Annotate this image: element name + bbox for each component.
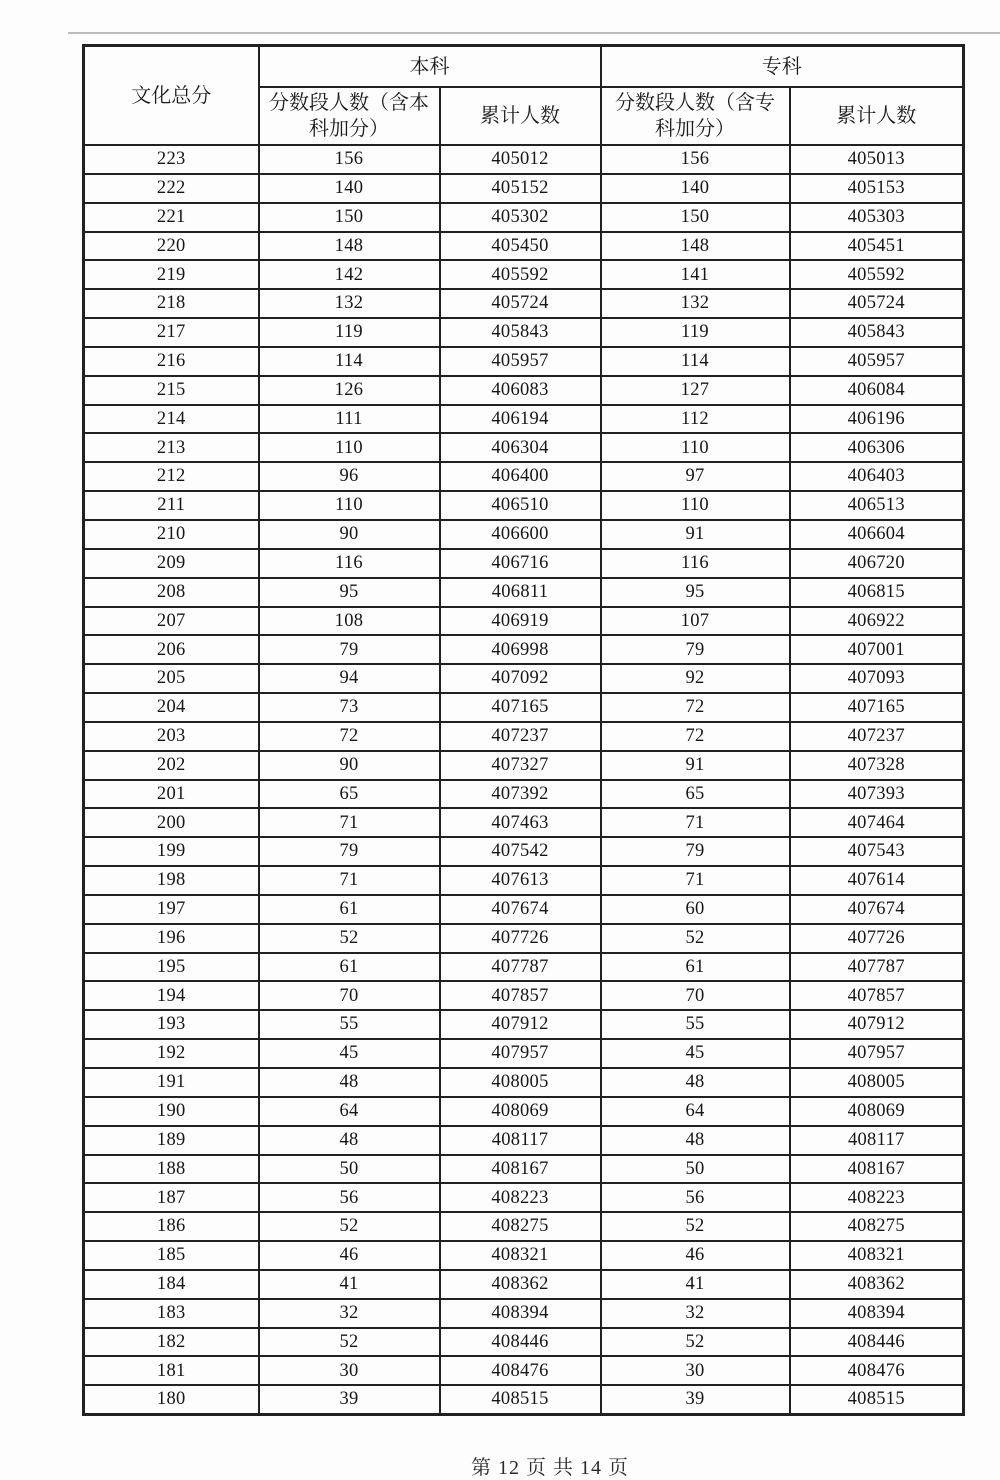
table-row bbox=[84, 664, 964, 693]
table-cell: 407327 bbox=[440, 751, 601, 780]
table-row bbox=[84, 376, 964, 405]
table-cell: 110 bbox=[259, 491, 440, 520]
table-cell: 406513 bbox=[790, 491, 964, 520]
header-zhuanke-segment: 分数段人数（含专科加分） bbox=[601, 87, 790, 145]
table-cell: 39 bbox=[259, 1385, 440, 1414]
table-row bbox=[84, 1010, 964, 1039]
table-cell: 408446 bbox=[440, 1328, 601, 1357]
table-cell: 72 bbox=[601, 693, 790, 722]
table-cell: 405302 bbox=[440, 203, 601, 232]
table-cell: 407463 bbox=[440, 808, 601, 837]
table-cell: 407857 bbox=[440, 981, 601, 1010]
table-cell: 126 bbox=[259, 376, 440, 405]
table-cell: 405843 bbox=[440, 318, 601, 347]
table-cell: 52 bbox=[259, 924, 440, 953]
table-cell: 214 bbox=[84, 405, 259, 434]
table-cell: 408117 bbox=[790, 1126, 964, 1155]
table-cell: 218 bbox=[84, 289, 259, 318]
table-row bbox=[84, 1097, 964, 1126]
table-cell: 407912 bbox=[440, 1010, 601, 1039]
table-row bbox=[84, 1299, 964, 1328]
table-cell: 39 bbox=[601, 1385, 790, 1414]
table-cell: 407957 bbox=[790, 1039, 964, 1068]
table-cell: 406811 bbox=[440, 578, 601, 607]
table-cell: 61 bbox=[259, 953, 440, 982]
table-cell: 41 bbox=[601, 1270, 790, 1299]
table-cell: 95 bbox=[601, 578, 790, 607]
table-row bbox=[84, 866, 964, 895]
table-cell: 187 bbox=[84, 1183, 259, 1212]
table-cell: 198 bbox=[84, 866, 259, 895]
table-cell: 65 bbox=[601, 780, 790, 809]
table-cell: 30 bbox=[601, 1356, 790, 1385]
table-cell: 183 bbox=[84, 1299, 259, 1328]
table-cell: 91 bbox=[601, 520, 790, 549]
table-cell: 216 bbox=[84, 347, 259, 376]
table-cell: 114 bbox=[259, 347, 440, 376]
table-cell: 406304 bbox=[440, 433, 601, 462]
table-cell: 205 bbox=[84, 664, 259, 693]
table-cell: 407957 bbox=[440, 1039, 601, 1068]
table-cell: 60 bbox=[601, 895, 790, 924]
table-cell: 56 bbox=[601, 1183, 790, 1212]
table-cell: 405957 bbox=[790, 347, 964, 376]
table-row bbox=[84, 1039, 964, 1068]
table-cell: 405450 bbox=[440, 232, 601, 261]
table-cell: 201 bbox=[84, 780, 259, 809]
score-distribution-table bbox=[82, 44, 965, 1416]
table-cell: 61 bbox=[259, 895, 440, 924]
table-row bbox=[84, 924, 964, 953]
table-cell: 107 bbox=[601, 607, 790, 636]
table-cell: 408362 bbox=[790, 1270, 964, 1299]
table-row bbox=[84, 203, 964, 232]
table-cell: 203 bbox=[84, 722, 259, 751]
table-row bbox=[84, 405, 964, 434]
table-cell: 52 bbox=[259, 1328, 440, 1357]
table-cell: 407328 bbox=[790, 751, 964, 780]
table-header bbox=[84, 46, 964, 146]
table-cell: 70 bbox=[601, 981, 790, 1010]
score-distribution-table-container bbox=[82, 44, 964, 1416]
table-cell: 405012 bbox=[440, 145, 601, 174]
table-cell: 79 bbox=[259, 837, 440, 866]
table-row bbox=[84, 318, 964, 347]
table-cell: 206 bbox=[84, 635, 259, 664]
table-row bbox=[84, 347, 964, 376]
table-cell: 95 bbox=[259, 578, 440, 607]
table-cell: 45 bbox=[601, 1039, 790, 1068]
table-cell: 96 bbox=[259, 462, 440, 491]
table-row bbox=[84, 1241, 964, 1270]
table-cell: 406600 bbox=[440, 520, 601, 549]
table-cell: 215 bbox=[84, 376, 259, 405]
table-row bbox=[84, 808, 964, 837]
table-cell: 407726 bbox=[440, 924, 601, 953]
table-cell: 71 bbox=[259, 808, 440, 837]
table-cell: 71 bbox=[601, 808, 790, 837]
table-row bbox=[84, 837, 964, 866]
table-cell: 406400 bbox=[440, 462, 601, 491]
table-cell: 140 bbox=[259, 174, 440, 203]
table-cell: 408394 bbox=[440, 1299, 601, 1328]
table-row bbox=[84, 289, 964, 318]
table-cell: 119 bbox=[259, 318, 440, 347]
table-cell: 407093 bbox=[790, 664, 964, 693]
table-row bbox=[84, 462, 964, 491]
table-cell: 79 bbox=[259, 635, 440, 664]
table-cell: 185 bbox=[84, 1241, 259, 1270]
table-cell: 197 bbox=[84, 895, 259, 924]
table-cell: 221 bbox=[84, 203, 259, 232]
score-table-body bbox=[84, 145, 964, 1415]
table-cell: 30 bbox=[259, 1356, 440, 1385]
table-cell: 406194 bbox=[440, 405, 601, 434]
table-cell: 408515 bbox=[790, 1385, 964, 1414]
table-cell: 405451 bbox=[790, 232, 964, 261]
table-cell: 150 bbox=[259, 203, 440, 232]
table-cell: 182 bbox=[84, 1328, 259, 1357]
header-zhuanke-group: 专科 bbox=[601, 46, 964, 88]
table-cell: 407464 bbox=[790, 808, 964, 837]
table-cell: 141 bbox=[601, 260, 790, 289]
table-cell: 148 bbox=[601, 232, 790, 261]
table-cell: 48 bbox=[259, 1126, 440, 1155]
table-cell: 204 bbox=[84, 693, 259, 722]
table-cell: 91 bbox=[601, 751, 790, 780]
header-zhuanke-cumulative: 累计人数 bbox=[790, 87, 964, 145]
table-cell: 405153 bbox=[790, 174, 964, 203]
table-cell: 90 bbox=[259, 520, 440, 549]
table-cell: 45 bbox=[259, 1039, 440, 1068]
table-cell: 406919 bbox=[440, 607, 601, 636]
table-cell: 50 bbox=[601, 1155, 790, 1184]
table-row bbox=[84, 174, 964, 203]
table-cell: 408515 bbox=[440, 1385, 601, 1414]
header-score-column: 文化总分 bbox=[84, 46, 259, 146]
table-row bbox=[84, 1126, 964, 1155]
table-cell: 405724 bbox=[440, 289, 601, 318]
table-cell: 200 bbox=[84, 808, 259, 837]
table-cell: 405303 bbox=[790, 203, 964, 232]
table-cell: 116 bbox=[259, 549, 440, 578]
table-cell: 193 bbox=[84, 1010, 259, 1039]
table-cell: 110 bbox=[259, 433, 440, 462]
table-row bbox=[84, 1328, 964, 1357]
table-cell: 92 bbox=[601, 664, 790, 693]
table-cell: 195 bbox=[84, 953, 259, 982]
table-cell: 407674 bbox=[790, 895, 964, 924]
table-cell: 407613 bbox=[440, 866, 601, 895]
table-cell: 148 bbox=[259, 232, 440, 261]
table-cell: 405843 bbox=[790, 318, 964, 347]
table-cell: 46 bbox=[259, 1241, 440, 1270]
table-cell: 213 bbox=[84, 433, 259, 462]
table-cell: 408275 bbox=[440, 1212, 601, 1241]
table-row bbox=[84, 1212, 964, 1241]
table-cell: 217 bbox=[84, 318, 259, 347]
header-benke-group: 本科 bbox=[259, 46, 601, 88]
table-row bbox=[84, 607, 964, 636]
table-cell: 406815 bbox=[790, 578, 964, 607]
table-row bbox=[84, 433, 964, 462]
table-cell: 110 bbox=[601, 491, 790, 520]
table-cell: 407001 bbox=[790, 635, 964, 664]
table-cell: 140 bbox=[601, 174, 790, 203]
table-cell: 202 bbox=[84, 751, 259, 780]
table-cell: 209 bbox=[84, 549, 259, 578]
table-cell: 52 bbox=[601, 1328, 790, 1357]
table-cell: 406083 bbox=[440, 376, 601, 405]
table-cell: 406306 bbox=[790, 433, 964, 462]
table-row bbox=[84, 1068, 964, 1097]
table-cell: 71 bbox=[259, 866, 440, 895]
table-cell: 181 bbox=[84, 1356, 259, 1385]
table-cell: 41 bbox=[259, 1270, 440, 1299]
table-cell: 408069 bbox=[440, 1097, 601, 1126]
table-cell: 408223 bbox=[440, 1183, 601, 1212]
table-cell: 79 bbox=[601, 837, 790, 866]
table-cell: 46 bbox=[601, 1241, 790, 1270]
table-cell: 207 bbox=[84, 607, 259, 636]
table-cell: 156 bbox=[259, 145, 440, 174]
table-cell: 112 bbox=[601, 405, 790, 434]
table-cell: 405592 bbox=[440, 260, 601, 289]
table-row bbox=[84, 635, 964, 664]
table-row bbox=[84, 491, 964, 520]
table-cell: 407165 bbox=[440, 693, 601, 722]
table-cell: 408069 bbox=[790, 1097, 964, 1126]
table-cell: 408275 bbox=[790, 1212, 964, 1241]
table-cell: 186 bbox=[84, 1212, 259, 1241]
table-cell: 208 bbox=[84, 578, 259, 607]
table-cell: 110 bbox=[601, 433, 790, 462]
table-cell: 142 bbox=[259, 260, 440, 289]
table-cell: 52 bbox=[259, 1212, 440, 1241]
table-cell: 48 bbox=[601, 1126, 790, 1155]
table-cell: 408167 bbox=[440, 1155, 601, 1184]
table-cell: 405152 bbox=[440, 174, 601, 203]
table-cell: 119 bbox=[601, 318, 790, 347]
table-row bbox=[84, 578, 964, 607]
table-row bbox=[84, 1155, 964, 1184]
table-cell: 407393 bbox=[790, 780, 964, 809]
table-cell: 61 bbox=[601, 953, 790, 982]
table-cell: 407237 bbox=[440, 722, 601, 751]
table-cell: 196 bbox=[84, 924, 259, 953]
table-cell: 408117 bbox=[440, 1126, 601, 1155]
table-cell: 406196 bbox=[790, 405, 964, 434]
table-cell: 211 bbox=[84, 491, 259, 520]
table-cell: 116 bbox=[601, 549, 790, 578]
table-cell: 219 bbox=[84, 260, 259, 289]
table-row bbox=[84, 520, 964, 549]
table-cell: 180 bbox=[84, 1385, 259, 1414]
table-cell: 72 bbox=[601, 722, 790, 751]
table-cell: 52 bbox=[601, 1212, 790, 1241]
table-cell: 72 bbox=[259, 722, 440, 751]
table-cell: 94 bbox=[259, 664, 440, 693]
table-cell: 220 bbox=[84, 232, 259, 261]
table-cell: 406716 bbox=[440, 549, 601, 578]
table-row bbox=[84, 1385, 964, 1414]
table-row bbox=[84, 145, 964, 174]
table-cell: 408005 bbox=[790, 1068, 964, 1097]
table-cell: 199 bbox=[84, 837, 259, 866]
table-row bbox=[84, 895, 964, 924]
table-cell: 408476 bbox=[440, 1356, 601, 1385]
table-cell: 406084 bbox=[790, 376, 964, 405]
table-cell: 407614 bbox=[790, 866, 964, 895]
table-cell: 194 bbox=[84, 981, 259, 1010]
table-cell: 406720 bbox=[790, 549, 964, 578]
header-group-row bbox=[84, 46, 964, 88]
table-cell: 156 bbox=[601, 145, 790, 174]
table-cell: 55 bbox=[259, 1010, 440, 1039]
header-benke-cumulative: 累计人数 bbox=[440, 87, 601, 145]
table-cell: 405957 bbox=[440, 347, 601, 376]
table-cell: 132 bbox=[259, 289, 440, 318]
table-cell: 405724 bbox=[790, 289, 964, 318]
table-cell: 405013 bbox=[790, 145, 964, 174]
table-row bbox=[84, 1183, 964, 1212]
table-cell: 407542 bbox=[440, 837, 601, 866]
table-cell: 64 bbox=[601, 1097, 790, 1126]
table-cell: 408394 bbox=[790, 1299, 964, 1328]
table-cell: 223 bbox=[84, 145, 259, 174]
table-row bbox=[84, 722, 964, 751]
table-row bbox=[84, 981, 964, 1010]
table-cell: 190 bbox=[84, 1097, 259, 1126]
table-cell: 70 bbox=[259, 981, 440, 1010]
table-cell: 71 bbox=[601, 866, 790, 895]
table-cell: 48 bbox=[259, 1068, 440, 1097]
table-cell: 407787 bbox=[440, 953, 601, 982]
table-cell: 407392 bbox=[440, 780, 601, 809]
table-cell: 48 bbox=[601, 1068, 790, 1097]
table-cell: 32 bbox=[259, 1299, 440, 1328]
table-cell: 52 bbox=[601, 924, 790, 953]
table-cell: 406922 bbox=[790, 607, 964, 636]
table-cell: 97 bbox=[601, 462, 790, 491]
table-row bbox=[84, 693, 964, 722]
table-cell: 407543 bbox=[790, 837, 964, 866]
table-cell: 408446 bbox=[790, 1328, 964, 1357]
table-cell: 108 bbox=[259, 607, 440, 636]
table-cell: 407165 bbox=[790, 693, 964, 722]
table-cell: 73 bbox=[259, 693, 440, 722]
table-cell: 79 bbox=[601, 635, 790, 664]
table-cell: 127 bbox=[601, 376, 790, 405]
table-cell: 55 bbox=[601, 1010, 790, 1039]
table-cell: 407912 bbox=[790, 1010, 964, 1039]
table-row bbox=[84, 1270, 964, 1299]
table-cell: 212 bbox=[84, 462, 259, 491]
table-cell: 184 bbox=[84, 1270, 259, 1299]
table-cell: 408167 bbox=[790, 1155, 964, 1184]
table-cell: 408321 bbox=[790, 1241, 964, 1270]
table-cell: 407787 bbox=[790, 953, 964, 982]
table-cell: 192 bbox=[84, 1039, 259, 1068]
table-cell: 407237 bbox=[790, 722, 964, 751]
scan-artifact-line bbox=[68, 32, 1000, 34]
table-cell: 406510 bbox=[440, 491, 601, 520]
table-cell: 32 bbox=[601, 1299, 790, 1328]
table-row bbox=[84, 232, 964, 261]
table-cell: 408362 bbox=[440, 1270, 601, 1299]
table-row bbox=[84, 751, 964, 780]
table-cell: 408223 bbox=[790, 1183, 964, 1212]
header-benke-segment: 分数段人数（含本科加分） bbox=[259, 87, 440, 145]
table-cell: 189 bbox=[84, 1126, 259, 1155]
table-row bbox=[84, 953, 964, 982]
table-cell: 407726 bbox=[790, 924, 964, 953]
table-row bbox=[84, 549, 964, 578]
table-cell: 407857 bbox=[790, 981, 964, 1010]
table-cell: 210 bbox=[84, 520, 259, 549]
page-number-footer: 第 12 页 共 14 页 bbox=[471, 1457, 629, 1479]
table-cell: 407092 bbox=[440, 664, 601, 693]
table-cell: 407674 bbox=[440, 895, 601, 924]
table-cell: 408005 bbox=[440, 1068, 601, 1097]
table-cell: 406998 bbox=[440, 635, 601, 664]
table-cell: 50 bbox=[259, 1155, 440, 1184]
table-row bbox=[84, 1356, 964, 1385]
table-cell: 65 bbox=[259, 780, 440, 809]
table-cell: 406403 bbox=[790, 462, 964, 491]
table-cell: 408321 bbox=[440, 1241, 601, 1270]
table-row bbox=[84, 780, 964, 809]
table-cell: 150 bbox=[601, 203, 790, 232]
table-cell: 132 bbox=[601, 289, 790, 318]
table-cell: 56 bbox=[259, 1183, 440, 1212]
table-cell: 406604 bbox=[790, 520, 964, 549]
table-cell: 405592 bbox=[790, 260, 964, 289]
table-row bbox=[84, 260, 964, 289]
table-cell: 111 bbox=[259, 405, 440, 434]
table-cell: 90 bbox=[259, 751, 440, 780]
table-cell: 188 bbox=[84, 1155, 259, 1184]
table-cell: 222 bbox=[84, 174, 259, 203]
table-cell: 64 bbox=[259, 1097, 440, 1126]
table-cell: 408476 bbox=[790, 1356, 964, 1385]
table-cell: 114 bbox=[601, 347, 790, 376]
table-cell: 191 bbox=[84, 1068, 259, 1097]
